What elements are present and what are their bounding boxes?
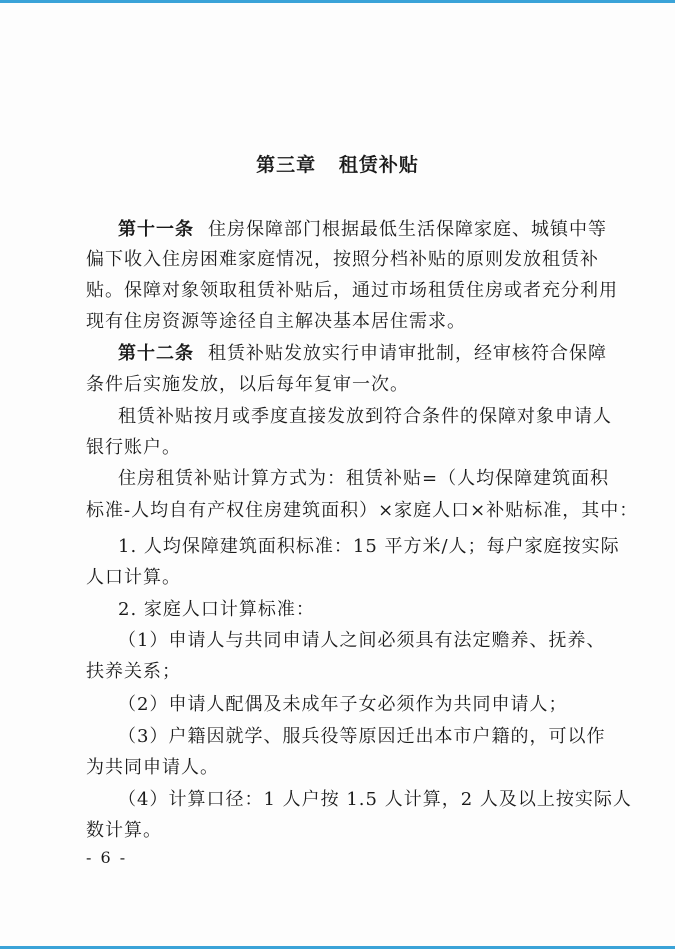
page-top-border: [0, 0, 675, 3]
article-11-line-4: 现有住房资源等途径自主解决基本居住需求。: [86, 311, 466, 332]
sub-item-4-line-1: （4）计算口径：1 人户按 1.5 人计算，2 人及以上按实际人: [118, 789, 632, 810]
article-11-text-1: 住房保障部门根据最低生活保障家庭、城镇中等: [208, 219, 607, 240]
sub-item-3-line-2: 为共同申请人。: [86, 757, 219, 778]
sub-item-3-line-1: （3）户籍因就学、服兵役等原因迁出本市户籍的，可以作: [118, 726, 606, 747]
item-1-line-2: 人口计算。: [86, 567, 181, 588]
sub-item-4-line-2: 数计算。: [86, 820, 162, 841]
item-2-line-1: 2. 家庭人口计算标准：: [118, 599, 315, 620]
page-number: - 6 -: [86, 848, 128, 867]
chapter-title: 第三章 租赁补贴: [256, 154, 419, 176]
article-11-line-3: 贴。保障对象领取租赁补贴后，通过市场租赁住房或者充分利用: [86, 280, 618, 301]
sub-item-1-line-1: （1）申请人与共同申请人之间必须具有法定赡养、抚养、: [118, 630, 606, 651]
article-11-line-1: [118, 215, 607, 245]
article-12-text-1: 租赁补贴发放实行申请审批制，经审核符合保障: [208, 343, 607, 364]
item-1-line-1: 1. 人均保障建筑面积标准：15 平方米/人；每户家庭按实际: [118, 536, 620, 557]
formula-line-2: 标准-人均自有产权住房建筑面积）×家庭人口×补贴标准，其中：: [86, 500, 639, 521]
payment-line-2: 银行账户。: [86, 437, 181, 458]
article-12-line-2: 条件后实施发放，以后每年复审一次。: [86, 374, 409, 395]
article-11-line-2: 偏下收入住房困难家庭情况，按照分档补贴的原则发放租赁补: [86, 249, 599, 270]
article-12-line-1: [118, 339, 607, 369]
article-11-number: 第十一条: [118, 219, 194, 240]
payment-line-1: 租赁补贴按月或季度直接发放到符合条件的保障对象申请人: [118, 406, 612, 427]
article-12-number: 第十二条: [118, 343, 194, 364]
sub-item-2-line-1: （2）申请人配偶及未成年子女必须作为共同申请人；: [118, 694, 568, 715]
sub-item-1-line-2: 扶养关系；: [86, 661, 181, 682]
formula-line-1: 住房租赁补贴计算方式为：租赁补贴=（人均保障建筑面积: [118, 468, 610, 489]
